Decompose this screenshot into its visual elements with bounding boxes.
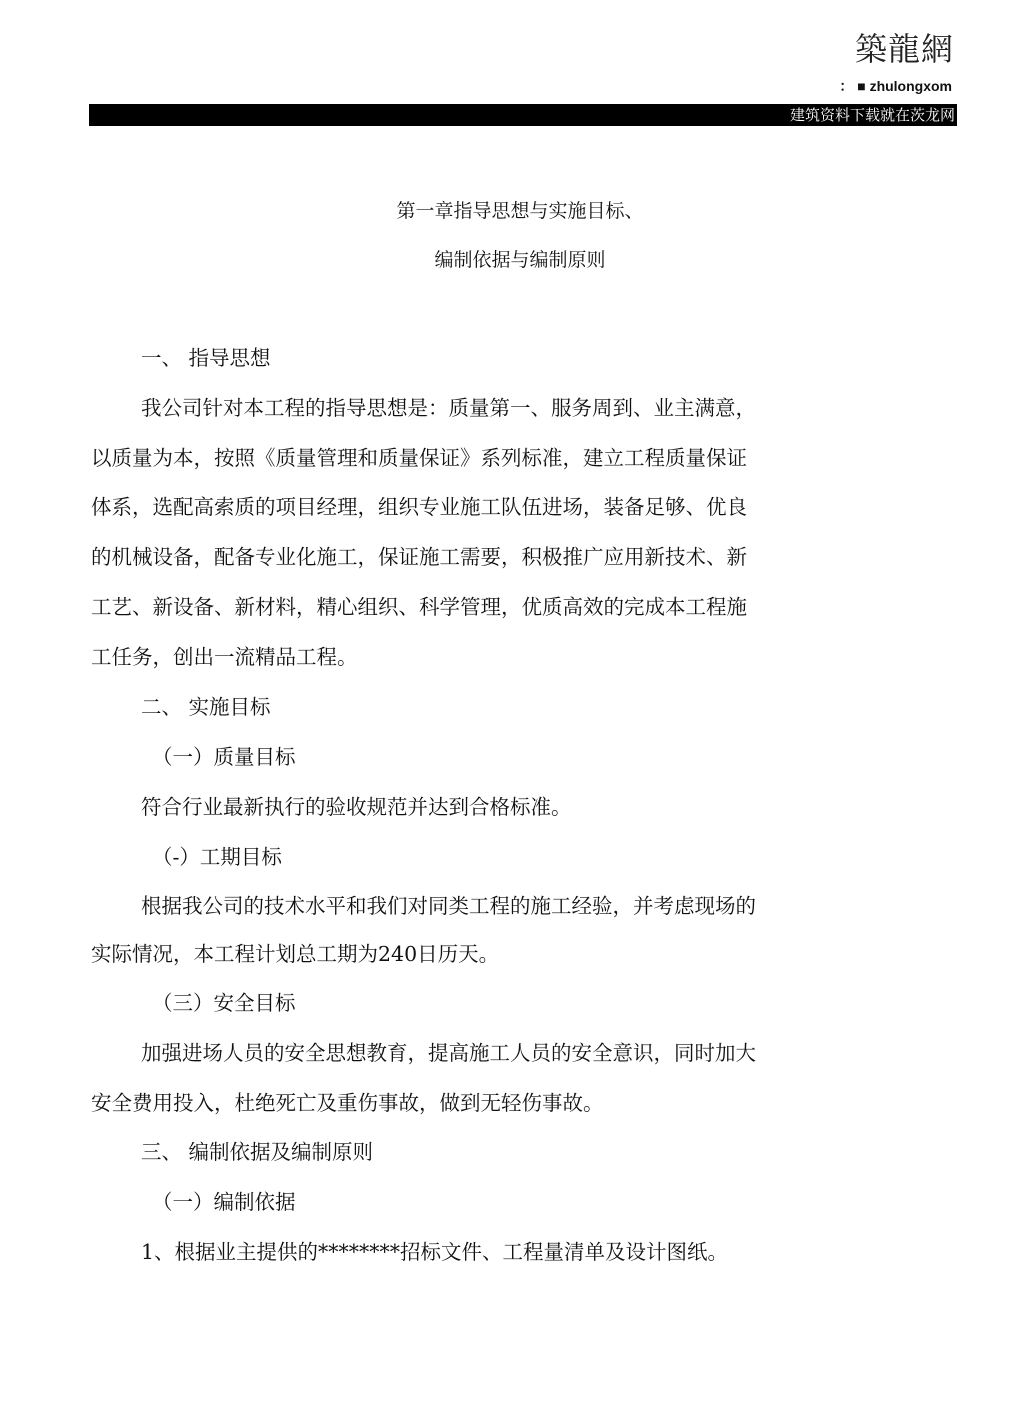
paragraph-line: 我公司针对本工程的指导思想是：质量第一、服务周到、业主满意， xyxy=(141,396,756,420)
title-line-1: 第一章指导思想与实施目标、 xyxy=(396,200,644,222)
paragraph-line: 实际情况，本工程计划总工期为240日历天。 xyxy=(91,942,500,966)
header-banner xyxy=(89,104,957,126)
section-3-heading: 三、 编制依据及编制原则 xyxy=(141,1140,374,1164)
paragraph-line: 的机械设备，配备专业化施工，保证施工需要，积极推广应用新技术、新 xyxy=(91,545,747,569)
header-banner-text: 建筑资料下载就在茨龙网 xyxy=(789,106,955,124)
paragraph-line: 工艺、新设备、新材料，精心组织、科学管理，优质高效的完成本工程施 xyxy=(91,595,747,619)
section-1-heading: 一、 指导思想 xyxy=(141,346,271,370)
subsection-heading: （三）安全目标 xyxy=(152,991,296,1015)
paragraph-line: 根据我公司的技术水平和我们对同类工程的施工经验，并考虑现场的 xyxy=(141,894,756,918)
paragraph-line: 安全费用投入，杜绝死亡及重伤事故，做到无轻伤事故。 xyxy=(91,1091,604,1115)
title-line-2: 编制依据与编制原则 xyxy=(434,249,606,271)
paragraph-line: 符合行业最新执行的验收规范并达到合格标准。 xyxy=(141,795,572,819)
paragraph-line: 体系，选配高索质的项目经理，组织专业施工队伍进场，装备足够、优良 xyxy=(91,495,747,519)
subsection-heading: （-）工期目标 xyxy=(152,845,282,869)
subsection-heading: （一）质量目标 xyxy=(152,745,296,769)
paragraph-line: 以质量为本，按照《质量管理和质量保证》系列标准，建立工程质量保证 xyxy=(91,446,747,470)
list-item: 1、根据业主提供的********招标文件、工程量清单及设计图纸。 xyxy=(141,1240,729,1264)
subsection-heading: （一）编制依据 xyxy=(152,1190,296,1214)
site-logo-subtitle: ： ■ zhulongxom xyxy=(839,78,952,94)
section-2-heading: 二、 实施目标 xyxy=(141,695,271,719)
paragraph-line: 加强进场人员的安全思想教育，提高施工人员的安全意识，同时加大 xyxy=(141,1041,756,1065)
paragraph-line: 工任务，创出一流精品工程。 xyxy=(91,645,358,669)
site-logo: 築龍網 xyxy=(854,30,954,68)
